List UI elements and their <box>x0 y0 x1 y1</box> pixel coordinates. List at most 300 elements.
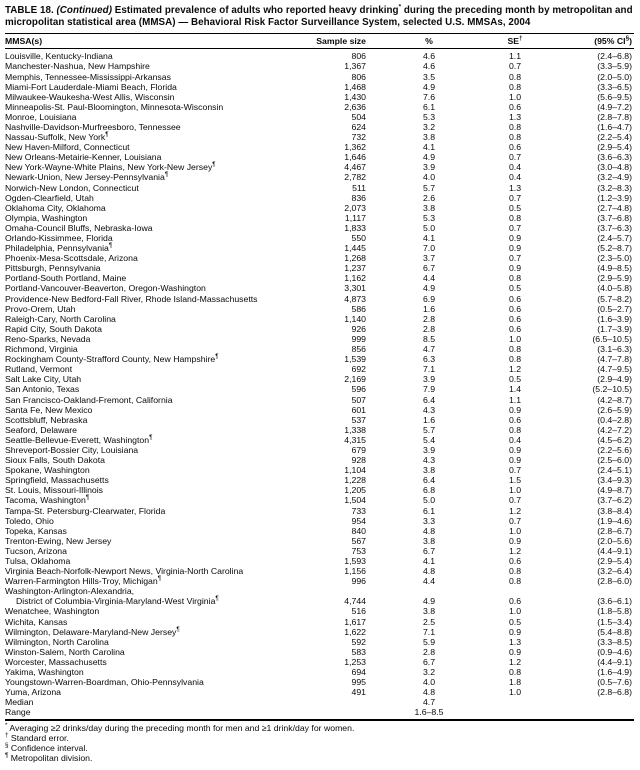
percent-cell: 3.5 <box>422 71 436 82</box>
footnote-marker: § <box>5 742 9 750</box>
ci-cell: (2.8–6.7) <box>597 525 632 536</box>
ci-cell: (3.0–4.8) <box>597 162 632 173</box>
row-footnote-marker: ¶ <box>105 131 109 139</box>
se-cell: 0.7 <box>508 192 522 203</box>
percent-cell: 6.1 <box>422 101 436 112</box>
col-header-mmsa: MMSA(s) <box>5 33 295 49</box>
mmsa-name-cell: Orlando-Kissimmee, Florida <box>5 233 113 243</box>
percent-cell: 6.4 <box>422 394 436 405</box>
mmsa-name-cell: Rapid City, South Dakota <box>5 323 102 334</box>
ci-cell: (3.1–6.3) <box>597 344 632 355</box>
ci-cell: (3.4–9.3) <box>597 475 632 486</box>
mmsa-name-cell: Tucson, Arizona <box>5 545 67 556</box>
table-row <box>5 657 634 667</box>
ci-cell: (0.4–2.8) <box>597 414 632 425</box>
mmsa-name-cell: Wenatchee, Washington <box>5 606 100 617</box>
se-cell: 0.6 <box>508 323 522 334</box>
percent-cell: 3.2 <box>422 667 436 678</box>
mmsa-name-cell: Rockingham County-Strafford County, New Hampshire¶ <box>5 353 219 365</box>
se-cell: 0.4 <box>508 162 522 173</box>
table-row <box>5 384 634 394</box>
mmsa-name-cell: Sioux Falls, South Dakota <box>5 455 105 466</box>
percent-cell: 4.9 <box>422 283 436 294</box>
table-row <box>5 344 634 354</box>
ci-cell: (1.6–4.7) <box>597 121 632 132</box>
mmsa-name-cell: Seattle-Bellevue-Everett, Washington¶ <box>5 433 153 445</box>
table-row <box>5 102 634 112</box>
ci-cell: (6.5–10.5) <box>592 333 632 344</box>
percent-cell: 4.9 <box>422 596 436 607</box>
percent-cell: 4.1 <box>422 233 436 243</box>
table-title <box>5 5 635 30</box>
se-cell: 0.6 <box>508 101 522 112</box>
footnote-marker: ¶ <box>5 752 9 760</box>
sample-size-cell: 1,140 <box>344 313 366 324</box>
row-footnote-marker: ¶ <box>164 171 169 179</box>
ci-cell: (4.9–8.7) <box>597 485 632 496</box>
ci-cell: (2.4–5.7) <box>597 233 632 243</box>
se-cell: 0.8 <box>508 354 522 365</box>
ci-cell: (3.2–4.9) <box>597 172 632 183</box>
se-cell: 1.0 <box>508 91 522 102</box>
se-cell: 0.8 <box>508 667 522 678</box>
ci-cell: (1.5–3.4) <box>597 616 632 627</box>
sample-size-cell: 753 <box>351 545 366 556</box>
mmsa-name-cell: New Haven-Milford, Connecticut <box>5 142 130 153</box>
ci-cell: (3.3–6.5) <box>597 81 632 92</box>
footnote: § Confidence interval. <box>5 742 88 754</box>
ci-cell: (2.8–6.8) <box>597 687 632 698</box>
sample-size-cell <box>295 697 366 707</box>
se-cell: 1.2 <box>508 545 522 556</box>
mmsa-name-cell: Raleigh-Cary, North Carolina <box>5 313 116 324</box>
sample-size-cell: 692 <box>351 364 366 375</box>
table-row <box>5 203 634 213</box>
se-cell: 1.0 <box>508 606 522 617</box>
sample-size-cell: 1,367 <box>344 61 366 72</box>
se-cell: 0.7 <box>508 495 522 506</box>
table-row <box>5 435 634 445</box>
table-row <box>5 465 634 475</box>
se-cell: 1.3 <box>508 111 522 122</box>
percent-cell: 3.8 <box>422 606 436 617</box>
mmsa-name-cell: Omaha-Council Bluffs, Nebraska-Iowa <box>5 222 153 233</box>
sample-size-cell: 999 <box>351 333 366 344</box>
mmsa-name-cell: New Orleans-Metairie-Kenner, Louisiana <box>5 152 162 163</box>
ci-cell: (0.5–7.6) <box>597 677 632 688</box>
percent-cell: 3.8 <box>422 132 436 143</box>
percent-cell: 7.0 <box>422 243 436 254</box>
se-cell: 1.1 <box>508 394 522 405</box>
mmsa-name-cell: Salt Lake City, Utah <box>5 374 82 385</box>
mmsa-name-cell: Miami-Fort Lauderdale-Miami Beach, Florida <box>5 81 177 92</box>
ci-cell: (4.5–6.2) <box>597 434 632 445</box>
ci-cell: (0.9–4.6) <box>597 646 632 657</box>
percent-cell: 1.6 <box>422 414 436 425</box>
ci-cell: (3.6–6.3) <box>597 152 632 163</box>
sample-size-cell: 601 <box>351 404 366 415</box>
se-cell: 0.5 <box>508 283 522 294</box>
table-row <box>5 536 634 546</box>
row-footnote-marker: ¶ <box>215 595 219 603</box>
percent-cell: 2.6 <box>422 192 436 203</box>
sample-size-cell: 2,169 <box>344 374 366 385</box>
se-cell: 1.0 <box>508 687 522 698</box>
sample-size-cell: 4,315 <box>344 434 366 445</box>
mmsa-name-cell: Winston-Salem, North Carolina <box>5 646 125 657</box>
se-cell: 1.1 <box>508 51 522 62</box>
table-row <box>5 223 634 233</box>
sample-size-cell: 504 <box>351 111 366 122</box>
table-row <box>5 586 634 606</box>
ci-cell: (2.0–5.0) <box>597 71 632 82</box>
se-cell: 0.8 <box>508 344 522 355</box>
percent-cell: 6.7 <box>422 263 436 274</box>
mmsa-name-cell: St. Louis, Missouri-Illinois <box>5 485 104 496</box>
ci-cell: (4.7–9.5) <box>597 364 632 375</box>
mmsa-name-cell: Scottsbluff, Nebraska <box>5 414 88 425</box>
percent-cell: 5.3 <box>422 212 436 223</box>
table-row <box>5 122 634 132</box>
mmsa-name-cell: Philadelphia, Pennsylvania¶ <box>5 242 113 254</box>
se-cell: 0.6 <box>508 556 522 566</box>
table-row <box>5 334 634 344</box>
sample-size-cell: 624 <box>351 121 366 132</box>
table-row <box>5 687 634 697</box>
sample-size-cell: 733 <box>351 505 366 516</box>
col-header-percent: % <box>366 33 492 49</box>
percent-cell: 4.9 <box>422 81 436 92</box>
sample-size-cell: 4,744 <box>344 596 366 607</box>
sample-size-cell: 550 <box>351 233 366 243</box>
sample-size-cell: 2,636 <box>344 101 366 112</box>
se-cell: 1.3 <box>508 182 522 193</box>
row-footnote-marker: ¶ <box>212 161 216 169</box>
percent-cell: 5.4 <box>422 434 436 445</box>
sample-size-cell: 996 <box>351 576 366 587</box>
col-header-ci <box>538 33 634 49</box>
ci-cell: (2.6–5.9) <box>597 404 632 415</box>
se-cell: 0.6 <box>508 142 522 153</box>
ci-cell: (2.9–5.9) <box>597 273 632 284</box>
mmsa-name-cell: San Francisco-Oakland-Fremont, California <box>5 394 173 405</box>
sample-size-cell: 1,156 <box>344 566 366 577</box>
se-cell: 0.9 <box>508 626 522 637</box>
mmsa-name-cell: Portland-South Portland, Maine <box>5 273 127 284</box>
footnote: † Standard error. <box>5 731 69 743</box>
table-number: TABLE 18. <box>5 5 57 16</box>
ci-cell: (2.9–5.4) <box>597 556 632 566</box>
mmsa-name-cell: Spokane, Washington <box>5 465 90 476</box>
se-cell: 0.8 <box>508 424 522 435</box>
table-row <box>5 627 634 637</box>
mmsa-name-cell: Median <box>5 697 34 708</box>
mmsa-name-cell: Memphis, Tennessee-Mississippi-Arkansas <box>5 71 171 82</box>
ci-cell: (3.3–8.5) <box>597 636 632 647</box>
sample-size-cell: 507 <box>351 394 366 405</box>
percent-cell: 4.3 <box>422 455 436 466</box>
percent-cell: 3.8 <box>422 202 436 213</box>
se-cell: 0.8 <box>508 71 522 82</box>
mmsa-name-cell: Youngstown-Warren-Boardman, Ohio-Pennsylvania <box>5 677 204 688</box>
percent-cell: 8.5 <box>422 333 436 344</box>
ci-cell: (2.2–5.6) <box>597 444 632 455</box>
mmsa-name-cell: New York-Wayne-White Plains, New York-New Jersey¶ <box>5 161 216 173</box>
se-cell: 1.5 <box>508 475 522 486</box>
sample-size-cell: 856 <box>351 344 366 355</box>
sample-size-cell: 2,073 <box>344 202 366 213</box>
mmsa-name-cell: Wichita, Kansas <box>5 616 68 627</box>
sample-size-cell <box>295 707 366 719</box>
se-cell: 0.7 <box>508 253 522 264</box>
table-row <box>5 485 634 495</box>
table-row <box>5 324 634 334</box>
row-footnote-marker: ¶ <box>149 433 153 441</box>
table-row <box>5 193 634 203</box>
row-footnote-marker: ¶ <box>157 575 162 583</box>
mmsa-name-cell: Yakima, Washington <box>5 667 84 678</box>
footnote-marker: † <box>5 731 9 739</box>
mmsa-name-cell: Range <box>5 707 295 719</box>
ci-cell: (2.4–5.1) <box>597 465 632 476</box>
table-header <box>5 33 634 49</box>
mmsa-name-cell: Norwich-New London, Connecticut <box>5 182 139 193</box>
se-cell: 0.8 <box>508 132 522 143</box>
table-row <box>5 455 634 465</box>
sample-size-cell: 928 <box>351 455 366 466</box>
mmsa-name-cell: Monroe, Louisiana <box>5 111 77 122</box>
ci-cell: (2.9–4.9) <box>597 374 632 385</box>
ci-cell: (4.9–8.5) <box>597 263 632 274</box>
percent-cell: 4.1 <box>422 142 436 153</box>
sample-size-cell: 1,362 <box>344 142 366 153</box>
table-row <box>5 263 634 273</box>
table-row <box>5 132 634 142</box>
table-row <box>5 112 634 122</box>
se-cell: 0.8 <box>508 121 522 132</box>
mmsa-name-cell: Washington-Arlington-Alexandria, District of Columbia-Virginia-Maryland-West Virginia¶ <box>5 586 219 607</box>
table-row <box>5 314 634 324</box>
se-cell: 0.6 <box>508 303 522 314</box>
sample-size-cell: 516 <box>351 606 366 617</box>
se-cell: 0.7 <box>508 61 522 72</box>
table-row <box>5 92 634 102</box>
se-cell: 1.2 <box>508 505 522 516</box>
sample-size-cell: 592 <box>351 636 366 647</box>
table-row <box>5 395 634 405</box>
mmsa-name-cell: Santa Fe, New Mexico <box>5 404 93 415</box>
table-row <box>5 374 634 384</box>
ci-cell: (2.8–7.8) <box>597 111 632 122</box>
ci-cell: (2.5–6.0) <box>597 455 632 466</box>
table-body <box>5 49 634 720</box>
mmsa-name-cell: Olympia, Washington <box>5 212 88 223</box>
percent-cell: 7.6 <box>422 91 436 102</box>
mmsa-name-cell: Louisville, Kentucky-Indiana <box>5 51 113 62</box>
table-row <box>5 606 634 616</box>
sample-size-cell: 1,228 <box>344 475 366 486</box>
ci-cell: (1.8–5.8) <box>597 606 632 617</box>
table-row <box>5 506 634 516</box>
sample-size-cell: 2,782 <box>344 172 366 183</box>
table-row <box>5 304 634 314</box>
sample-size-cell: 583 <box>351 646 366 657</box>
mmsa-name-cell: Oklahoma City, Oklahoma <box>5 202 106 213</box>
table-row <box>5 556 634 566</box>
percent-cell: 4.3 <box>422 404 436 415</box>
percent-cell: 7.1 <box>422 626 436 637</box>
sample-size-cell: 4,873 <box>344 293 366 304</box>
se-cell: 0.8 <box>508 566 522 577</box>
percent-cell: 5.0 <box>422 222 436 233</box>
sample-size-cell: 806 <box>351 51 366 62</box>
percent-cell: 4.1 <box>422 556 436 566</box>
mmsa-name-cell: Toledo, Ohio <box>5 515 54 526</box>
table-row <box>5 677 634 687</box>
percent-cell: 3.8 <box>422 535 436 546</box>
percent-cell: 3.7 <box>422 253 436 264</box>
percent-cell: 6.3 <box>422 354 436 365</box>
sample-size-cell: 1,338 <box>344 424 366 435</box>
sample-size-cell: 1,646 <box>344 152 366 163</box>
sample-size-cell: 4,467 <box>344 162 366 173</box>
sample-size-cell: 1,833 <box>344 222 366 233</box>
ci-cell: (1.9–4.6) <box>597 515 632 526</box>
mmsa-name-cell: Providence-New Bedford-Fall River, Rhode Island-Massachusetts <box>5 293 258 304</box>
percent-cell: 7.9 <box>422 384 436 395</box>
sample-size-cell: 1,445 <box>344 243 366 254</box>
percent-cell: 2.5 <box>422 616 436 627</box>
se-cell: 0.8 <box>508 81 522 92</box>
se-cell: 0.7 <box>508 222 522 233</box>
se-footnote-marker: † <box>519 34 523 42</box>
percent-cell: 4.8 <box>422 525 436 536</box>
sample-size-cell: 1,430 <box>344 91 366 102</box>
mmsa-name-cell: Trenton-Ewing, New Jersey <box>5 535 112 546</box>
prevalence-table <box>5 33 634 721</box>
sample-size-cell: 567 <box>351 535 366 546</box>
table-row <box>5 354 634 364</box>
percent-cell: 1.6–8.5 <box>366 707 492 719</box>
table-row <box>5 213 634 223</box>
percent-cell: 1.6 <box>422 303 436 314</box>
table-row <box>5 82 634 92</box>
table-row <box>5 526 634 536</box>
se-cell: 0.6 <box>508 596 522 607</box>
table-row <box>5 495 634 505</box>
sample-size-cell: 836 <box>351 192 366 203</box>
ci-cell: (2.3–5.0) <box>597 253 632 264</box>
table-row <box>5 49 634 62</box>
ci-cell: (1.7–3.9) <box>597 323 632 334</box>
title-text-after: during the preceding month by metropolitan and micropolitan statistical area (MMSA) — Behavioral Risk Factor Surveillance System, selected U.S. MMSAs, 2004 <box>5 5 633 29</box>
ci-label: (95% CI <box>594 35 626 46</box>
mmsa-name-cell: Shreveport-Bossier City, Louisiana <box>5 444 139 455</box>
se-cell: 0.9 <box>508 263 522 274</box>
percent-cell: 5.0 <box>422 495 436 506</box>
mmsa-name-cell: Pittsburgh, Pennsylvania <box>5 263 101 274</box>
percent-cell: 6.9 <box>422 293 436 304</box>
sample-size-cell: 1,237 <box>344 263 366 274</box>
table-row <box>5 637 634 647</box>
sample-size-cell: 1,253 <box>344 656 366 667</box>
col-header-se <box>492 33 538 49</box>
percent-cell: 4.0 <box>422 677 436 688</box>
ci-cell: (5.2–8.7) <box>597 243 632 254</box>
se-cell: 1.0 <box>508 525 522 536</box>
percent-cell: 4.6 <box>422 51 436 62</box>
row-footnote-marker: ¶ <box>85 494 90 502</box>
sample-size-cell: 1,468 <box>344 81 366 92</box>
mmsa-name-cell: Ogden-Clearfield, Utah <box>5 192 94 203</box>
table-row <box>5 546 634 556</box>
se-cell: 0.7 <box>508 152 522 163</box>
mmsa-name-cell: Manchester-Nashua, New Hampshire <box>5 61 150 72</box>
ci-cell <box>538 707 634 719</box>
ci-cell: (2.4–6.8) <box>597 51 632 62</box>
se-cell: 1.0 <box>508 333 522 344</box>
table-row <box>5 445 634 455</box>
sample-size-cell: 694 <box>351 667 366 678</box>
se-cell: 1.8 <box>508 677 522 688</box>
table-row <box>5 152 634 162</box>
mmsa-name-cell: Richmond, Virginia <box>5 344 78 355</box>
sample-size-cell: 511 <box>352 182 366 193</box>
mmsa-name-cell: Warren-Farmington Hills-Troy, Michigan¶ <box>5 575 162 587</box>
percent-cell: 6.7 <box>422 545 436 556</box>
mmsa-name-cell: Seaford, Delaware <box>5 424 77 435</box>
percent-cell: 4.7 <box>422 697 436 708</box>
row-footnote-marker: ¶ <box>108 242 113 250</box>
mmsa-name-cell: Reno-Sparks, Nevada <box>5 333 91 344</box>
se-cell: 0.7 <box>508 465 522 476</box>
mmsa-name-cell: Minneapolis-St. Paul-Bloomington, Minnesota-Wisconsin <box>5 101 224 112</box>
se-cell: 0.6 <box>508 414 522 425</box>
ci-cell: (5.2–10.5) <box>592 384 632 395</box>
mmsa-name-cell: Tampa-St. Petersburg-Clearwater, Florida <box>5 505 166 516</box>
row-footnote-marker: ¶ <box>215 353 219 361</box>
mmsa-name-cell: Newark-Union, New Jersey-Pennsylvania¶ <box>5 171 169 183</box>
se-cell: 0.9 <box>508 243 522 254</box>
table-row <box>5 425 634 435</box>
percent-cell: 2.8 <box>422 313 436 324</box>
sample-size-cell: 1,504 <box>344 495 366 506</box>
ci-cell: (2.0–5.6) <box>597 535 632 546</box>
se-cell: 0.9 <box>508 646 522 657</box>
sample-size-cell: 926 <box>351 323 366 334</box>
ci-cell: (1.6–4.9) <box>597 667 632 678</box>
title-continued: (Continued) <box>56 5 115 16</box>
percent-cell: 4.4 <box>422 273 436 284</box>
ci-footnote-marker: § <box>625 34 630 42</box>
ci-cell: (4.7–7.8) <box>597 354 632 365</box>
percent-cell: 3.9 <box>422 374 436 385</box>
table-row <box>5 697 634 707</box>
se-cell: 0.9 <box>508 233 522 243</box>
table-row <box>5 294 634 304</box>
table-row <box>5 183 634 193</box>
percent-cell: 7.1 <box>422 364 436 375</box>
se-cell: 1.0 <box>508 485 522 496</box>
ci-cell: (1.2–3.9) <box>597 192 632 203</box>
title-star-footnote-marker: * <box>398 3 402 11</box>
table-row <box>5 516 634 526</box>
ci-cell: (3.7–6.8) <box>597 212 632 223</box>
percent-cell: 4.4 <box>422 576 436 587</box>
se-cell: 0.6 <box>508 293 522 304</box>
se-cell <box>492 707 538 719</box>
percent-cell: 2.8 <box>422 646 436 657</box>
